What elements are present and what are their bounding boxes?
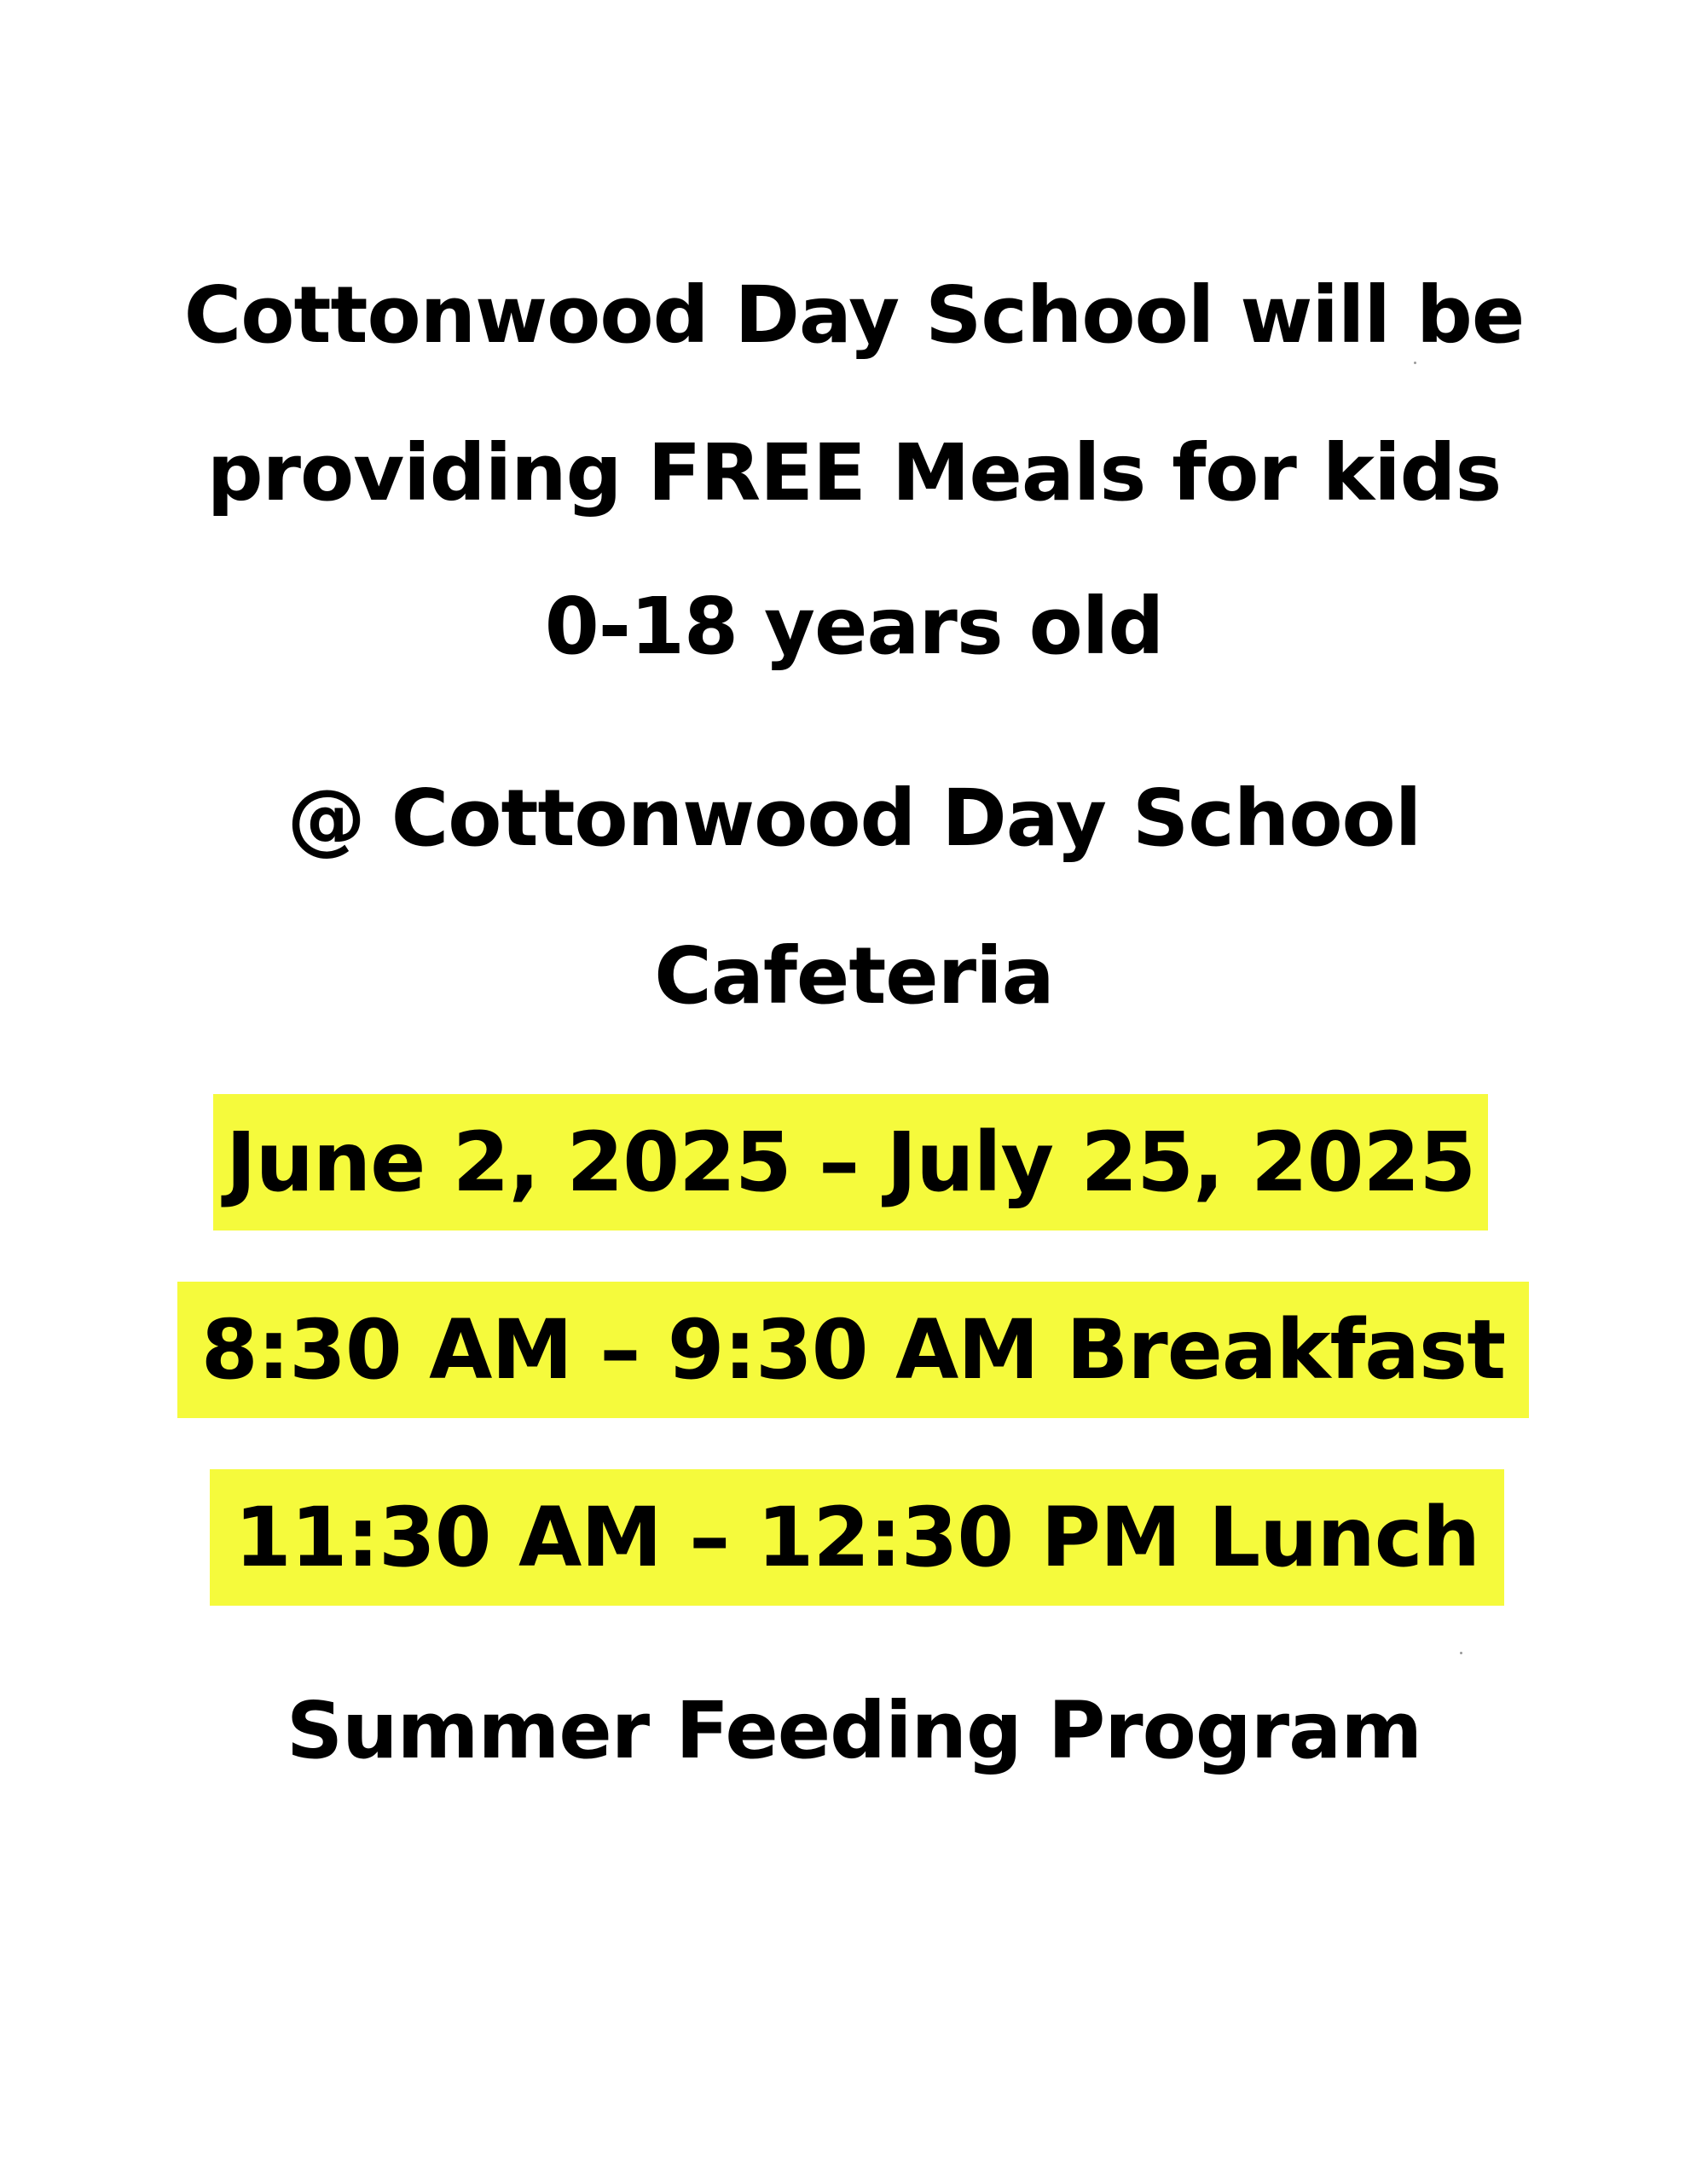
breakfast-highlight bbox=[177, 1282, 1529, 1418]
scan-speck bbox=[1414, 362, 1416, 364]
dates-text: June 2, 2025 – July 25, 2025 bbox=[225, 1115, 1476, 1210]
intro-line-1: Cottonwood Day School will be bbox=[183, 269, 1525, 361]
scan-speck bbox=[1460, 1652, 1462, 1654]
age-range-line: 0-18 years old bbox=[544, 581, 1164, 672]
lunch-time-text: 11:30 AM – 12:30 PM Lunch bbox=[234, 1490, 1480, 1585]
breakfast-time-text: 8:30 AM – 9:30 AM Breakfast bbox=[200, 1302, 1506, 1398]
location-line-2: Cafeteria bbox=[654, 930, 1054, 1022]
dates-highlight bbox=[213, 1094, 1488, 1230]
location-line-1: @ Cottonwood Day School bbox=[287, 773, 1421, 864]
program-name: Summer Feeding Program bbox=[286, 1685, 1422, 1776]
intro-line-2: providing FREE Meals for kids bbox=[206, 427, 1502, 518]
lunch-highlight bbox=[210, 1469, 1504, 1606]
